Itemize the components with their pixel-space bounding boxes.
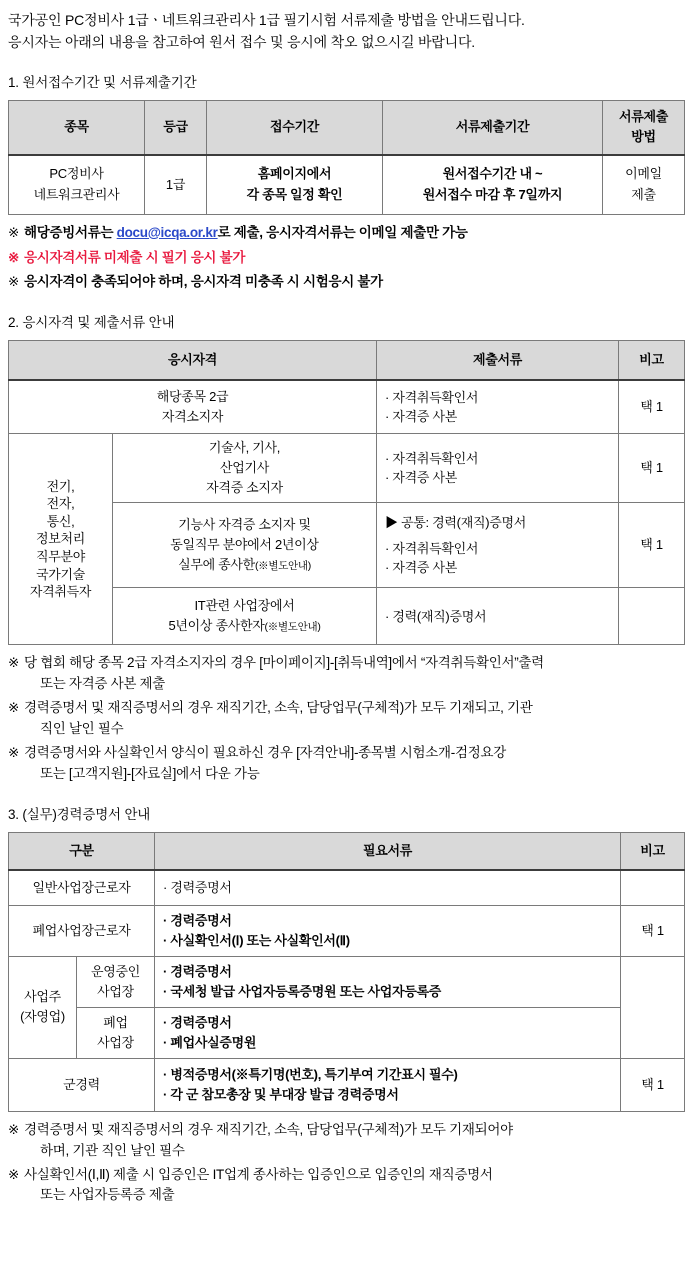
th-required-docs: 필요서류 [155, 832, 621, 870]
note-post: 로 제출, 응시자격서류는 이메일 제출만 가능 [217, 224, 468, 240]
th-reception-period: 접수기간 [207, 101, 383, 155]
doc-item: · 경력증명서 [163, 1015, 232, 1031]
application-period-table [8, 100, 685, 214]
note-line-1: 사실확인서(Ⅰ,Ⅱ) 제출 시 입증인은 IT업계 종사하는 입증인으로 입증인의 재직증명서 [24, 1166, 493, 1182]
doc-item: · 폐업사실증명원 [163, 1034, 257, 1050]
note-mark: ※ [8, 700, 20, 716]
note-item [8, 698, 684, 740]
email-link[interactable]: docu@icqa.or.kr [116, 224, 218, 240]
cell-docs-general [155, 870, 621, 906]
section-3-notes [8, 1120, 684, 1207]
note-line-1: 경력증명서와 사실확인서 양식이 필요하신 경우 [자격안내]-종목별 시험소개-검정요강 [24, 744, 506, 760]
cell-submission-method [603, 155, 685, 215]
doc-item: · 각 군 참모총장 및 부대장 발급 경력증명서 [163, 1086, 399, 1102]
cell-reception-line1: 홈페이지에서 [257, 166, 332, 182]
doc-item: · 경력증명서 [163, 964, 232, 980]
note-item [8, 1165, 684, 1207]
cell-reception-period [207, 155, 383, 215]
cell-eligibility-4 [113, 588, 377, 645]
cell-jongmok [9, 155, 145, 215]
note-line-1: 당 협회 해당 종목 2급 자격소지자의 경우 [마이페이지]-[취득내역]에서 “자격취득확인서”출력 [24, 655, 544, 671]
table-header-row [9, 341, 685, 381]
note-text: 응시자격이 충족되어야 하며, 응시자격 미충족 시 시험응시 불가 [24, 274, 383, 290]
th-submission-method-line1: 서류제출 [618, 109, 669, 125]
cell-method-line2: 제출 [631, 186, 656, 202]
cell-remark-military: 택 1 [621, 1058, 685, 1111]
note-line-2: 하며, 기관 직인 날인 필수 [40, 1142, 185, 1158]
job-field-line: 직무분야 [35, 549, 86, 565]
doc-item: · 사실확인서(Ⅰ) 또는 사실확인서(Ⅱ) [163, 932, 350, 948]
table-row [9, 155, 685, 215]
th-eligibility: 응시자격 [9, 341, 377, 381]
doc-item: · 경력증명서 [163, 879, 232, 895]
cell-method-line1: 이메일 [625, 166, 662, 182]
job-field-line: 전기, [46, 478, 75, 494]
note-text [24, 1120, 684, 1162]
doc-item: · 경력(재직)증명서 [385, 608, 487, 624]
doc-item: · 국세청 발급 사업자등록증명원 또는 사업자등록증 [163, 983, 442, 999]
cell-remark-owner [621, 956, 685, 1058]
table-header-row [9, 101, 685, 155]
job-field-line: 국가기술 [35, 566, 86, 582]
cell-remark-3: 택 1 [619, 503, 685, 588]
note-mark: ※ [8, 224, 20, 240]
cell-remark-1: 택 1 [619, 380, 685, 434]
cell-remark-2: 택 1 [619, 434, 685, 503]
note-item [8, 743, 684, 785]
note-text [24, 1165, 684, 1207]
table-row [9, 956, 685, 1007]
cell-documents-4 [377, 588, 619, 645]
eligibility-4-line2: 5년이상 종사한자 [168, 618, 265, 634]
cell-category-closed: 폐업사업장근로자 [9, 905, 155, 956]
cell-eligibility-2 [113, 434, 377, 503]
cell-jongmok-line1: PC정비사 [49, 166, 104, 182]
cell-reception-line2: 각 종목 일정 확인 [246, 186, 343, 202]
cell-remark-4 [619, 588, 685, 645]
note-mark: ※ [8, 1166, 20, 1182]
table-row [9, 905, 685, 956]
job-field-line: 정보처리 [35, 531, 86, 547]
note-mark: ※ [8, 655, 20, 671]
cell-eligibility-3 [113, 503, 377, 588]
doc-item: · 자격증 사본 [385, 470, 457, 486]
eligibility-3-line1: 기능사 자격증 소지자 및 [178, 517, 311, 533]
intro-line-1: 국가공인 PC정비사 1급ㆍ네트워크관리사 1급 필기시험 서류제출 방법을 안내드립니다. [8, 12, 525, 28]
doc-item: · 경력증명서 [163, 913, 232, 929]
sub-line1: 운영중인 [90, 963, 141, 979]
table-row [9, 870, 685, 906]
note-item [8, 1120, 684, 1162]
th-remark: 비고 [621, 832, 685, 870]
note-text [24, 698, 684, 740]
cell-submission-line2: 원서접수 마감 후 7일까지 [422, 186, 563, 202]
table-row [9, 434, 685, 503]
cell-docs-military [155, 1058, 621, 1111]
cell-jongmok-line2: 네트워크관리사 [33, 186, 120, 202]
table-row [9, 1007, 685, 1058]
section-1-title: 1. 원서접수기간 및 서류제출기간 [8, 75, 197, 91]
th-submission-period: 서류제출기간 [383, 101, 603, 155]
eligibility-table [8, 340, 685, 645]
eligibility-4-note: (※별도안내) [264, 621, 321, 634]
sub-line2: 사업장 [97, 983, 134, 999]
cell-docs-operating [155, 956, 621, 1007]
cell-docs-closed [155, 905, 621, 956]
note-mark: ※ [8, 744, 20, 760]
cell-remark-closed: 택 1 [621, 905, 685, 956]
cell-documents-2 [377, 434, 619, 503]
eligibility-2-line3: 자격증 소지자 [206, 480, 283, 496]
owner-line1: 사업주 [24, 989, 61, 1005]
job-field-line: 자격취득자 [29, 584, 92, 600]
th-submission-method [603, 101, 685, 155]
cell-remark-general [621, 870, 685, 906]
cell-category-military: 군경력 [9, 1058, 155, 1111]
doc-item: · 자격취득확인서 [385, 450, 479, 466]
note-item [8, 653, 684, 695]
table-row [9, 380, 685, 434]
note-item [8, 272, 684, 293]
career-certificate-table [8, 832, 685, 1112]
doc-item: · 자격증 사본 [385, 409, 457, 425]
doc-item: · 자격취득확인서 [385, 540, 479, 556]
cell-category-owner [9, 956, 77, 1058]
th-grade: 등급 [145, 101, 207, 155]
note-line-2: 또는 사업자등록증 제출 [40, 1187, 175, 1203]
th-submission-method-line2: 방법 [631, 129, 656, 145]
doc-common: ▶ 공통: 경력(재직)증명서 [385, 515, 527, 531]
eligibility-1-line1: 해당종목 2급 [156, 389, 229, 405]
note-line-1: 경력증명서 및 재직증명서의 경우 재직기간, 소속, 담당업무(구체적)가 모두 기재되어야 [24, 1121, 513, 1137]
eligibility-3-line2: 동일직무 분야에서 2년이상 [170, 537, 319, 553]
cell-job-field-label [9, 434, 113, 645]
note-text [24, 743, 684, 785]
doc-item: · 자격취득확인서 [385, 389, 479, 405]
eligibility-3-note: (※별도안내) [254, 560, 311, 573]
eligibility-3-line3: 실무에 종사한 [178, 557, 255, 573]
note-line-1: 경력증명서 및 재직증명서의 경우 재직기간, 소속, 담당업무(구체적)가 모두 기재되고, 기관 [24, 700, 533, 716]
th-documents: 제출서류 [377, 341, 619, 381]
th-jongmok: 종목 [9, 101, 145, 155]
sub-line1: 폐업 [103, 1014, 128, 1030]
note-text [24, 653, 684, 695]
table-row [9, 1058, 685, 1111]
section-2-notes [8, 653, 684, 785]
cell-eligibility-1 [9, 380, 377, 434]
cell-grade: 1급 [145, 155, 207, 215]
intro-paragraph [8, 10, 684, 53]
th-category: 구분 [9, 832, 155, 870]
eligibility-2-line1: 기술사, 기사, [208, 440, 281, 456]
note-pre: 해당증빙서류는 [24, 224, 117, 240]
eligibility-2-line2: 산업기사 [219, 460, 270, 476]
section-3-title: 3. (실무)경력증명서 안내 [8, 806, 151, 822]
cell-submission-line1: 원서접수기간 내 ~ [442, 166, 543, 182]
th-remark: 비고 [619, 341, 685, 381]
note-line-2: 또는 [고객지원]-[자료실]에서 다운 가능 [40, 765, 260, 781]
owner-line2: (자영업) [20, 1009, 65, 1025]
cell-documents-3 [377, 503, 619, 588]
note-line-2: 또는 자격증 사본 제출 [40, 676, 166, 692]
note-line-2: 직인 날인 필수 [40, 721, 124, 737]
note-mark: ※ [8, 274, 20, 290]
note-text: 응시자격서류 미제출 시 필기 응시 불가 [24, 249, 246, 265]
note-mark: ※ [8, 249, 20, 265]
section-2-title: 2. 응시자격 및 제출서류 안내 [8, 315, 175, 331]
section-1-notes [8, 223, 684, 294]
cell-docs-owner-closed [155, 1007, 621, 1058]
note-text [24, 223, 684, 244]
cell-category-general: 일반사업장근로자 [9, 870, 155, 906]
eligibility-4-line1: IT관련 사업장에서 [194, 598, 295, 614]
note-item [8, 248, 684, 269]
cell-subcategory-closed [77, 1007, 155, 1058]
table-header-row [9, 832, 685, 870]
cell-documents-1 [377, 380, 619, 434]
doc-item: · 병적증명서(※특기명(번호), 특기부여 기간표시 필수) [163, 1067, 458, 1083]
intro-line-2: 응시자는 아래의 내용을 참고하여 원서 접수 및 응시에 착오 없으시길 바랍니다. [8, 33, 475, 50]
note-item [8, 223, 684, 244]
cell-subcategory-operating [77, 956, 155, 1007]
cell-submission-period [383, 155, 603, 215]
job-field-line: 전자, [46, 496, 75, 512]
doc-item: · 자격증 사본 [385, 560, 457, 576]
sub-line2: 사업장 [97, 1034, 134, 1050]
eligibility-1-line2: 자격소지자 [161, 409, 224, 425]
job-field-line: 통신, [46, 513, 75, 529]
note-mark: ※ [8, 1121, 20, 1137]
